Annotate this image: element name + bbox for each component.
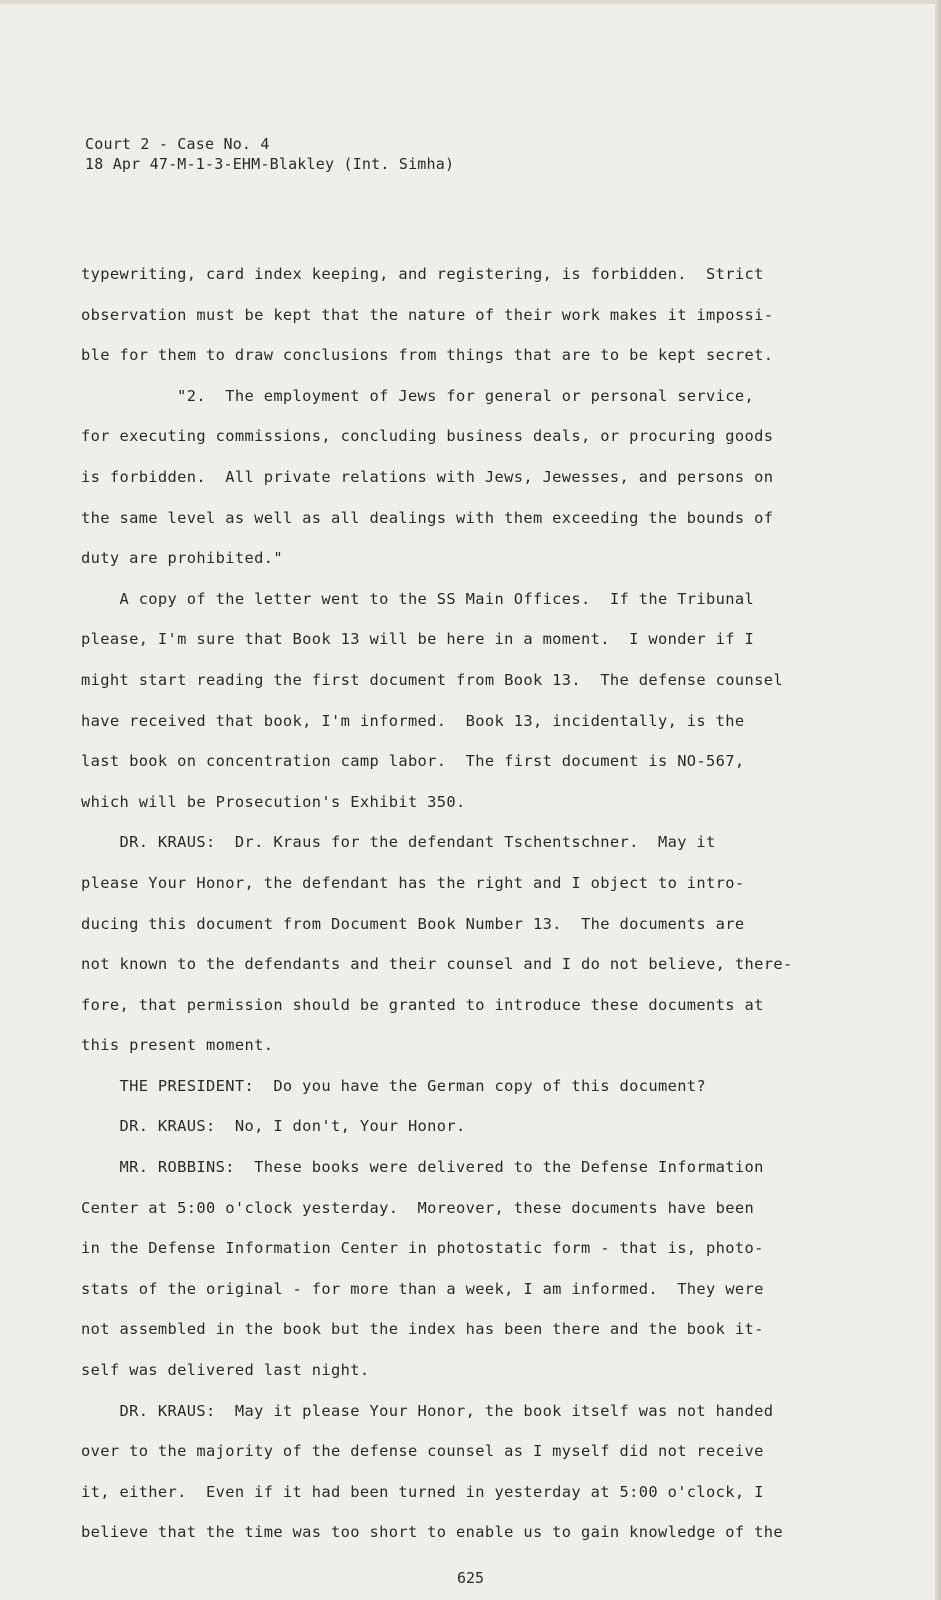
transcript-line: DR. KRAUS: May it please Your Honor, the book itself was not handed	[81, 1401, 774, 1420]
transcript-line: typewriting, card index keeping, and registering, is forbidden. Strict	[81, 265, 764, 283]
page-top-edge	[0, 0, 941, 4]
header-court-case: Court 2 - Case No. 4	[85, 135, 270, 153]
transcript-line: for executing commissions, concluding business deals, or procuring goods	[81, 427, 774, 446]
transcript-line: observation must be kept that the nature of their work makes it impossi-	[81, 305, 774, 324]
transcript-line: this present moment.	[81, 1036, 274, 1055]
transcript-line: "2. The employment of Jews for general or personal service,	[81, 386, 755, 405]
transcript-line: please, I'm sure that Book 13 will be here in a moment. I wonder if I	[81, 630, 755, 649]
transcript-line: is forbidden. All private relations with Jews, Jewesses, and persons on	[81, 467, 774, 486]
document-header	[85, 134, 454, 174]
transcript-line: duty are prohibited."	[81, 549, 283, 568]
transcript-line: stats of the original - for more than a week, I am informed. They were	[81, 1279, 764, 1298]
transcript-line: please Your Honor, the defendant has the right and I object to intro-	[81, 873, 745, 892]
transcript-line: DR. KRAUS: Dr. Kraus for the defendant Tschentschner. May it	[81, 833, 716, 852]
transcript-line: not assembled in the book but the index has been there and the book it-	[81, 1320, 764, 1339]
transcript-line: A copy of the letter went to the SS Main Offices. If the Tribunal	[81, 589, 755, 608]
page-right-edge	[935, 0, 941, 1600]
transcript-line: over to the majority of the defense counsel as I myself did not receive	[81, 1442, 764, 1461]
transcript-line: in the Defense Information Center in photostatic form - that is, photo-	[81, 1239, 764, 1258]
transcript-line: self was delivered last night.	[81, 1361, 370, 1380]
transcript-line: have received that book, I'm informed. Book 13, incidentally, is the	[81, 711, 745, 730]
transcript-line: might start reading the first document from Book 13. The defense counsel	[81, 670, 783, 689]
transcript-line: ducing this document from Document Book Number 13. The documents are	[81, 914, 745, 933]
transcript-line: last book on concentration camp labor. The first document is NO-567,	[81, 752, 745, 771]
transcript-body	[81, 254, 861, 1553]
transcript-line: ble for them to draw conclusions from things that are to be kept secret.	[81, 346, 774, 365]
transcript-line: it, either. Even if it had been turned in yesterday at 5:00 o'clock, I	[81, 1482, 764, 1501]
page-number: 625	[456, 1569, 485, 1587]
transcript-line: which will be Prosecution's Exhibit 350.	[81, 792, 466, 811]
transcript-line: THE PRESIDENT: Do you have the German copy of this document?	[81, 1076, 707, 1095]
transcript-line: not known to the defendants and their counsel and I do not believe, there-	[81, 955, 793, 974]
header-date-reference: 18 Apr 47-M-1-3-EHM-Blakley (Int. Simha)	[85, 155, 455, 173]
transcript-line: DR. KRAUS: No, I don't, Your Honor.	[81, 1117, 466, 1136]
transcript-line: the same level as well as all dealings with them exceeding the bounds of	[81, 508, 774, 527]
transcript-line: MR. ROBBINS: These books were delivered to the Defense Information	[81, 1158, 764, 1177]
transcript-line: believe that the time was too short to enable us to gain knowledge of the	[81, 1523, 783, 1542]
transcript-line: fore, that permission should be granted to introduce these documents at	[81, 995, 764, 1014]
transcript-line: Center at 5:00 o'clock yesterday. Moreover, these documents have been	[81, 1198, 755, 1217]
